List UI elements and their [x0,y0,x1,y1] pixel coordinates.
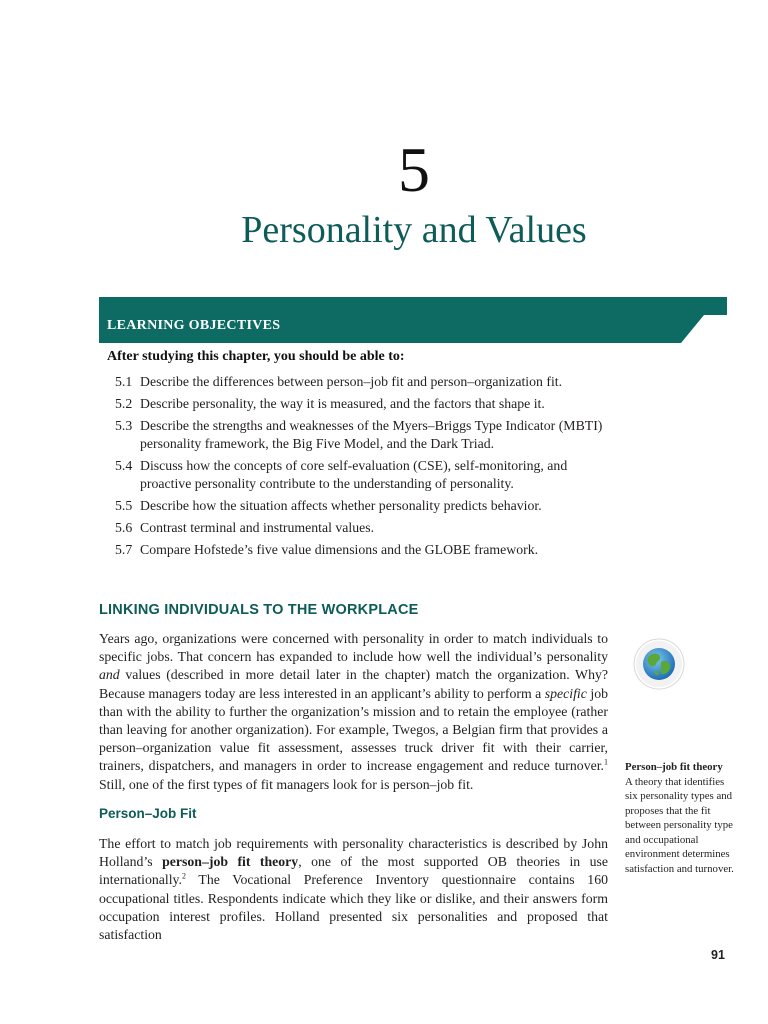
objective-text: Describe the strengths and weaknesses of the Myers–Briggs Type Indicator (MBTI) personality framework, the Big Five Model, and the Dark Triad. [140,418,603,451]
margin-definition-text: A theory that identifies six personality types and proposes that the fit between personality type and occupational environment determines satisfaction and turnover. [625,775,734,875]
text-run: The effort to match job requirements with personality characteristics is described by John Holland’s [99,836,608,870]
objective-text: Describe how the situation affects whether personality predicts behavior. [140,498,542,513]
objective-text: Compare Hofstede’s five value dimensions and the GLOBE framework. [140,542,539,557]
text-run: values (described in more detail later in the chapter) match the organization. Why? Because managers today are less interested in an applicant’s ability to perform a [99,667,608,701]
text-run: Years ago, organizations were concerned with personality in order to match individuals to specific jobs. That concern has expanded to include how well the individual’s personality [99,631,608,665]
objective-item [115,395,605,413]
body-paragraph [99,630,608,794]
objective-item [115,519,605,537]
text-run: The Vocational Preference Inventory questionnaire contains 160 occupational titles. Respondents indicate which they like or dislike, and their answers form occupation interest profiles. Holland presented six personalities and proposed that satisfaction [99,872,608,943]
objective-number: 5.5 [115,498,133,513]
objective-number: 5.2 [115,396,133,411]
footnote-ref: 1 [604,757,608,767]
emphasis-text: and [99,667,120,683]
learning-objectives-heading: LEARNING OBJECTIVES [107,318,281,333]
objective-number: 5.7 [115,542,133,557]
objective-item [115,417,605,453]
objective-text: Contrast terminal and instrumental values. [140,520,375,535]
objective-item [115,497,605,515]
objective-item [115,457,605,493]
objective-text: Discuss how the concepts of core self-evaluation (CSE), self-monitoring, and proactive personality contribute to the understanding of personality. [140,458,568,491]
objective-number: 5.4 [115,458,133,473]
chapter-title: Personality and Values [241,209,587,251]
body-paragraph [99,835,608,944]
margin-term: Person–job fit theory [625,761,723,773]
globe-icon [633,638,685,690]
margin-definition [625,760,735,876]
objective-number: 5.3 [115,418,133,433]
text-run: job than with the ability to further the organization’s mission and to retain the employee (rather than leaving for another organization). For example, Twegos, a Belgian firm that provides a person–organization value fit assessment, assesses truck driver fit with their carrier, trainers, dispatchers, and managers in order to increase engagement and reduce turnover. [99,685,608,774]
chapter-number: 5 [398,134,430,205]
objective-text: Describe the differences between person–job fit and person–organization fit. [140,374,563,389]
text-run: Still, one of the first types of fit managers look for is person–job fit. [99,776,474,792]
objective-item [115,373,605,391]
learning-objectives-intro: After studying this chapter, you should be able to: [107,349,405,364]
emphasis-text: specific [544,685,587,701]
footnote-ref: 2 [182,871,187,881]
page-number: 91 [711,948,725,962]
key-term: person–job fit theory [162,854,299,870]
objective-text: Describe personality, the way it is measured, and the factors that shape it. [140,396,545,411]
subsection-heading: Person–Job Fit [99,806,197,821]
objective-number: 5.6 [115,520,133,535]
section-heading: LINKING INDIVIDUALS TO THE WORKPLACE [99,602,419,618]
text-run: , one of the most supported OB theories in use internationally. [99,854,608,888]
learning-objectives-list [115,373,605,563]
objective-number: 5.1 [115,374,133,389]
objective-item [115,541,605,559]
